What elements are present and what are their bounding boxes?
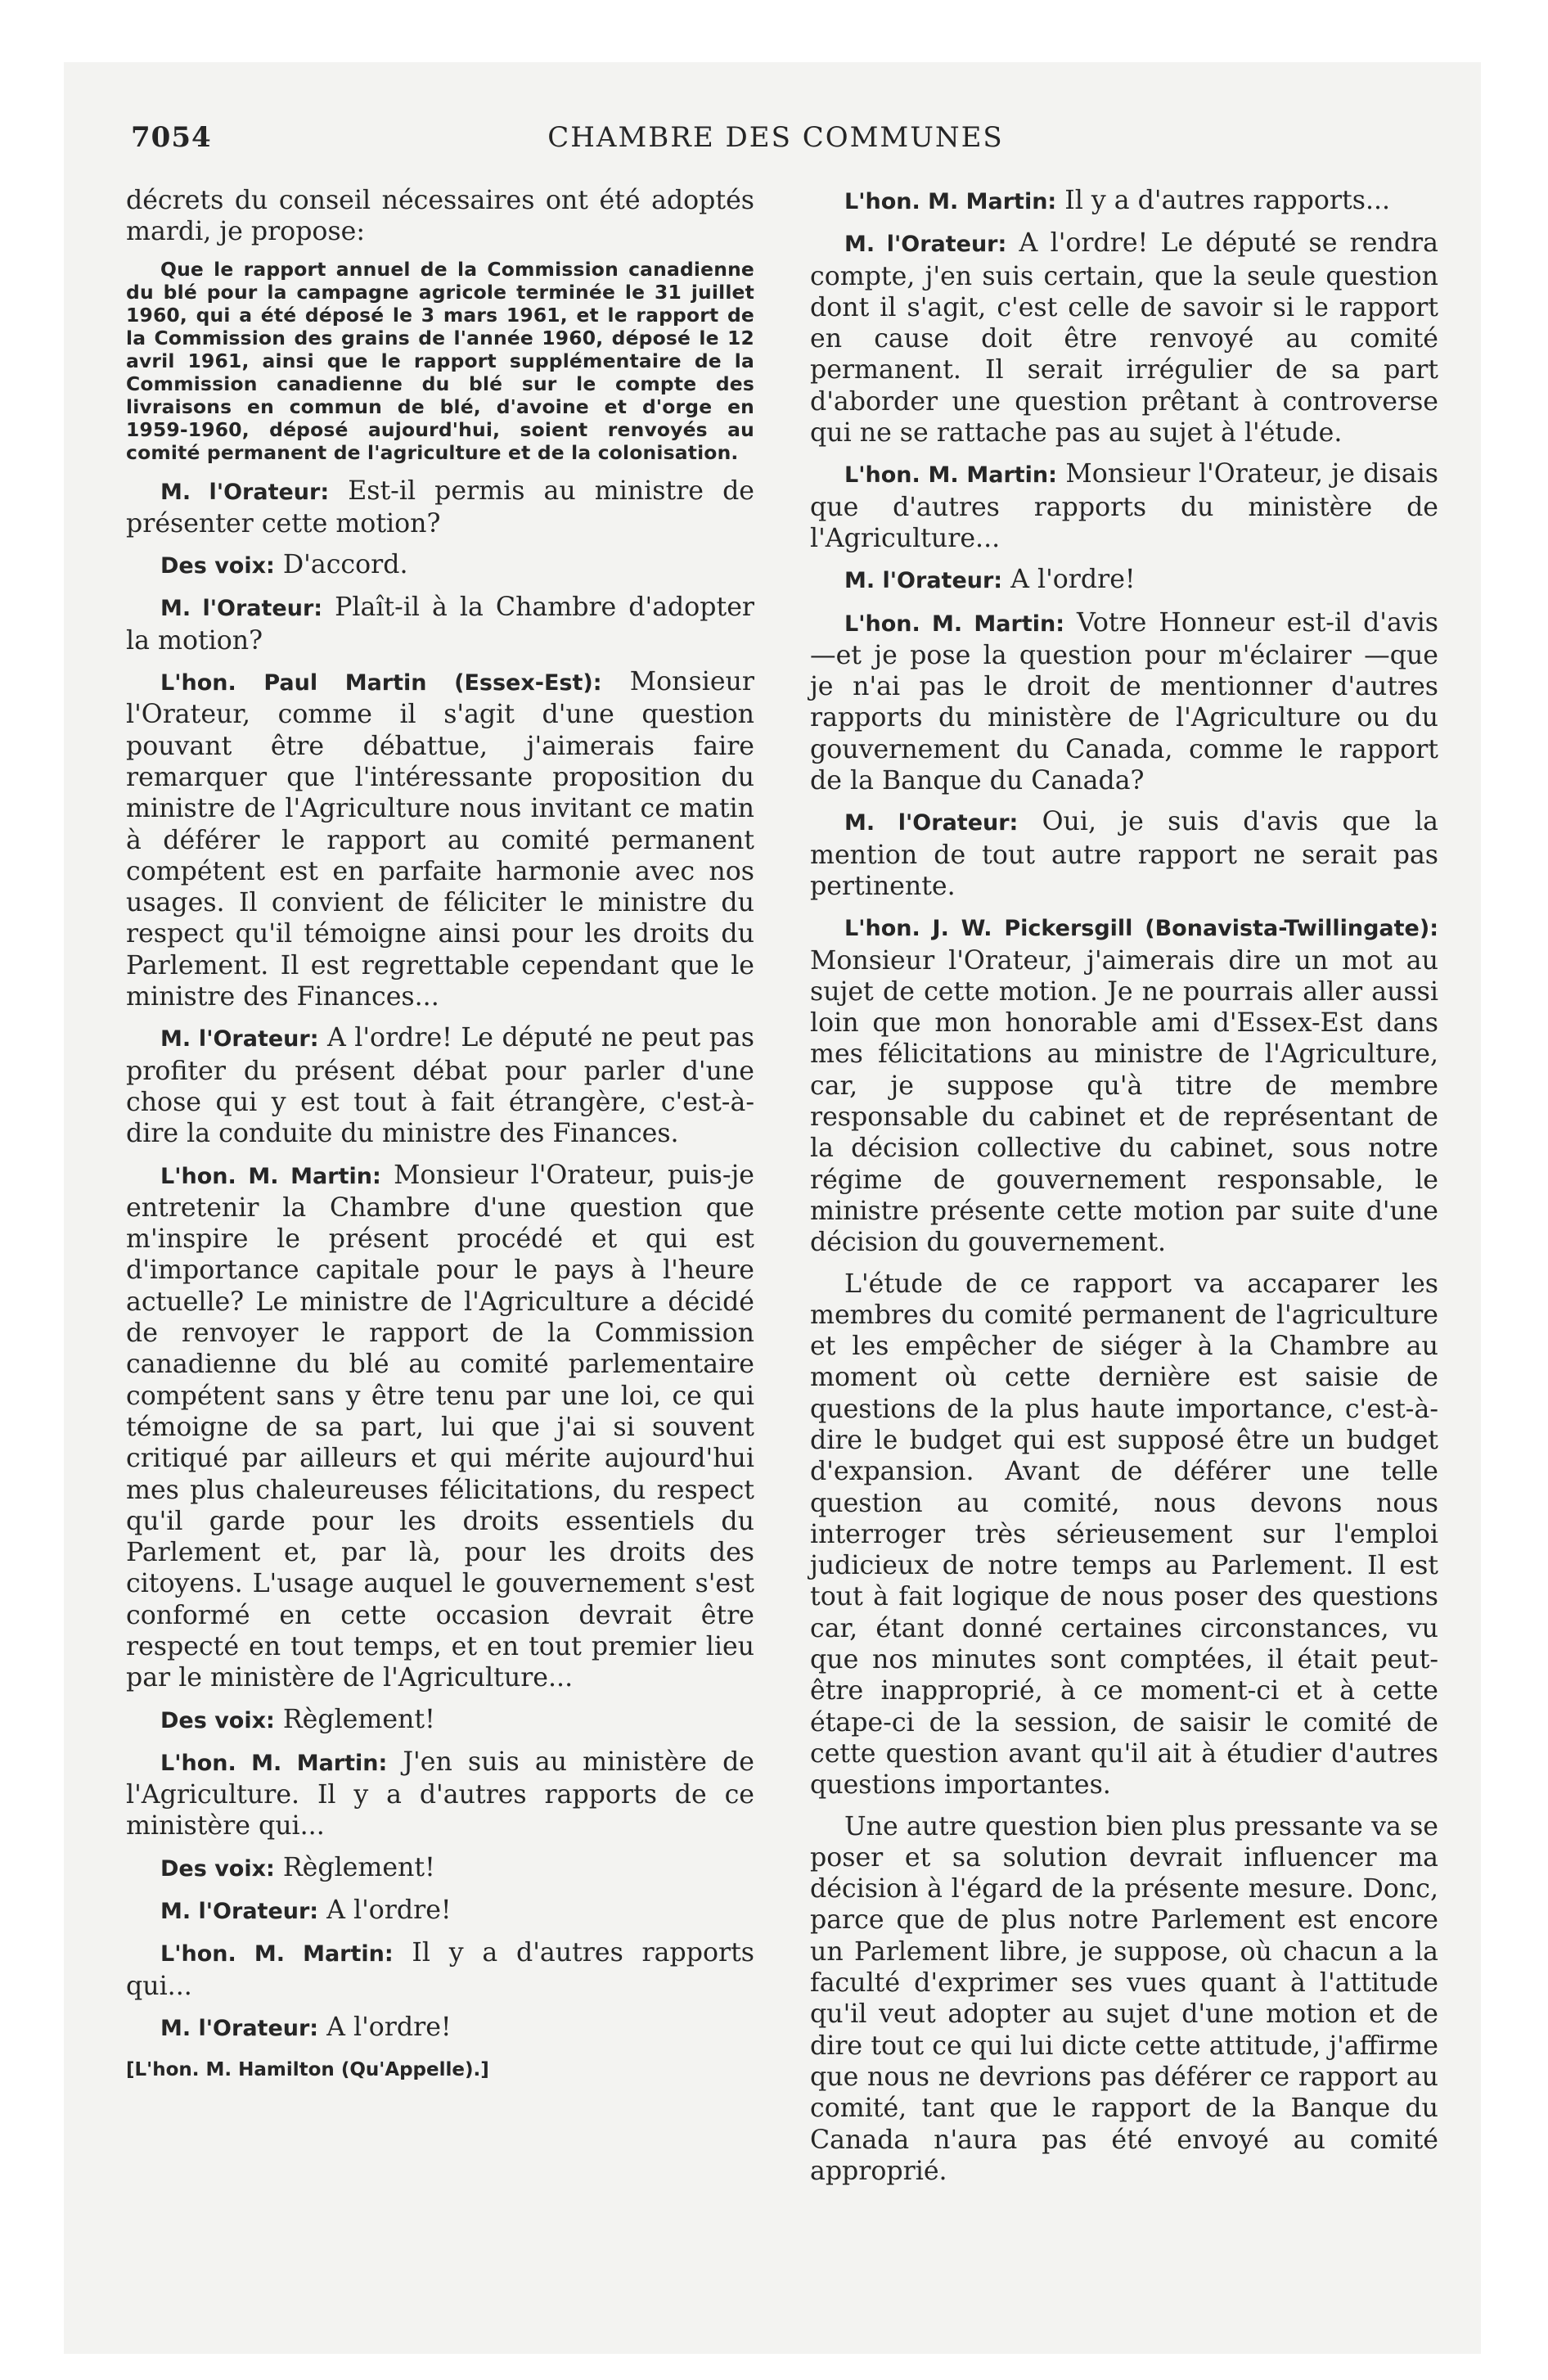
speech xyxy=(126,476,754,540)
paragraph: décrets du conseil nécessaires ont été adoptés mardi, je propose: xyxy=(126,186,754,247)
speech-text: Plaît-il à la Chambre d'adopter la motion? xyxy=(126,593,754,656)
speaker-name: Des voix: xyxy=(160,1855,275,1882)
speaker-name: Des voix: xyxy=(160,553,275,579)
speech xyxy=(126,1937,754,2002)
speaker-name: L'hon. M. Martin: xyxy=(160,1163,381,1189)
paragraph: Une autre question bien plus pressante va se poser et sa solution devrait influencer ma décision à l'égard de la présente mesure. Donc, parce que de plus notre Parlement est encore un Parlement libre, je suppose, où chacun a la faculté d'exprimer ses vues quant à l'attitude qu'il veut adopter au sujet d'une motion et de dire tout ce qui lui dicte cette attitude, j'affirme que nous ne devrions pas déférer ce rapport au comité, tant que le rapport de la Banque du Canada n'aura pas été envoyé au comité approprié. xyxy=(810,1811,1438,2186)
speaker-name: M. l'Orateur: xyxy=(160,1026,319,1053)
speech-text: A l'ordre! xyxy=(1002,565,1136,595)
speaker-name: L'hon. Paul Martin (Essex-Est): xyxy=(160,670,602,696)
page-number: 7054 xyxy=(131,121,212,154)
speech xyxy=(126,666,754,1012)
left-column xyxy=(126,185,754,2096)
speaker-name: M. l'Orateur: xyxy=(160,2015,319,2041)
speech-text: Oui, je suis d'avis que la mention de tout autre rapport ne serait pas pertinente. xyxy=(810,807,1438,901)
speech xyxy=(126,1022,754,1149)
speech-text: A l'ordre! Le député ne peut pas profiter du présent débat pour parler d'une chose qui y est tout à fait étrangère, c'est-à-dire la conduite du ministre des Finances. xyxy=(126,1023,754,1149)
speaker-name: M. l'Orateur: xyxy=(160,1899,319,1925)
speech-text: Il y a d'autres rapports qui... xyxy=(126,1938,754,2001)
speaker-name: L'hon. J. W. Pickersgill (Bonavista-Twillingate): xyxy=(844,916,1438,942)
paragraph: L'étude de ce rapport va accaparer les membres du comité permanent de l'agriculture et les empêcher de siéger à la Chambre au moment où cette dernière est saisie de questions de la plus haute importance, c'est-à-dire le budget qui est supposé être un budget d'expansion. Avant de déférer une telle question au comité, nous devons nous interroger très sérieusement sur l'emploi judicieux de notre temps au Parlement. Il est tout à fait logique de nous poser des questions car, étant donné certaines circonstances, vu que nos minutes sont comptées, il était peut-être inapproprié, à ce moment-ci et à cette étape-ci de la session, de saisir le comité de cette question avant qu'il ait à étudier d'autres questions importantes. xyxy=(810,1269,1438,1801)
speech-text: A l'ordre! Le député se rendra compte, j'en suis certain, que la seule question dont il s'agit, c'est celle de savoir si le rapport en cause doit être renvoyé au comité permanent. Il serait irrégulier de sa part d'aborder une question prêtant à controverse qui ne se rattache pas au sujet à l'étude. xyxy=(810,228,1438,449)
speech xyxy=(126,2012,754,2044)
speaker-name: M. l'Orateur: xyxy=(844,232,1007,258)
speech xyxy=(126,1895,754,1927)
speech xyxy=(810,806,1438,902)
page-header xyxy=(131,121,1420,162)
speaker-name: Des voix: xyxy=(160,1707,275,1733)
stage-direction: [L'hon. M. Hamilton (Qu'Appelle).] xyxy=(126,2059,489,2081)
speech-text: J'en suis au ministère de l'Agriculture. Il y a d'autres rapports de ce ministère qui... xyxy=(126,1747,755,1841)
speech xyxy=(126,592,754,656)
speaker-name: M. l'Orateur: xyxy=(160,596,323,622)
speech-text: D'accord. xyxy=(274,550,408,580)
speech-text: Monsieur l'Orateur, j'aimerais dire un mot au sujet de cette motion. Je ne pourrais aller aussi loin que mon honorable ami d'Essex-Est dans mes félicitations au ministre de l'Agriculture, car, je suppose qu'à titre de membre responsable du cabinet et de représentant de la décision collective du cabinet, sous notre régime de gouvernement responsable, le ministre présente cette motion par suite d'une décision du gouvernement. xyxy=(810,945,1438,1258)
speech xyxy=(810,607,1438,797)
motion-text: Que le rapport annuel de la Commission canadienne du blé pour la campagne agricole terminée le 31 juillet 1960, qui a été déposé le 3 mars 1961, et le rapport de la Commission des grains de l'année 1960, déposé le 12 avril 1961, ainsi que le rapport supplémentaire de la Commission canadienne du blé sur le compte des livraisons en commun de blé, d'avoine et d'orge en 1959-1960, déposé aujourd'hui, soient renvoyés au comité permanent de l'agriculture et de la colonisation. xyxy=(126,257,754,464)
speech-text: A l'ordre! xyxy=(318,2012,452,2042)
speech xyxy=(126,1747,754,1842)
speech-text: Règlement! xyxy=(274,1704,435,1734)
speech xyxy=(126,1160,754,1694)
speech xyxy=(810,228,1438,449)
page-sheet xyxy=(64,62,1481,2354)
speech xyxy=(810,912,1438,1258)
speaker-name: L'hon. M. Martin: xyxy=(160,1750,388,1776)
speaker-name: L'hon. M. Martin: xyxy=(844,462,1057,489)
speech-text: Il y a d'autres rapports... xyxy=(1056,186,1391,215)
speech-text: Monsieur l'Orateur, je disais que d'autres rapports du ministère de l'Agriculture... xyxy=(810,459,1438,553)
speech xyxy=(810,564,1438,597)
speech xyxy=(126,1704,754,1737)
speech xyxy=(126,549,754,582)
speech-text: Règlement! xyxy=(274,1852,435,1882)
speech-text: Monsieur l'Orateur, puis-je entretenir la Chambre d'une question que m'inspire le présent procédé et qui est d'importance capitale pour le pays à l'heure actuelle? Le ministre de l'Agriculture a décidé de renvoyer le rapport de la Commission canadienne du blé au comité parlementaire compétent sans y être tenu par une loi, ce qui témoigne de sa part, lui que j'ai si souvent critiqué par ailleurs et qui mérite aujourd'hui mes plus chaleureuses félicitations, du respect qu'il garde pour les droits essentiels du Parlement et, par là, pour les droits des citoyens. L'usage auquel le gouvernement s'est conformé en cette occasion devrait être respecté en tout temps, et en tout premier lieu par le ministère de l'Agriculture... xyxy=(126,1160,755,1693)
speech-text: A l'ordre! xyxy=(318,1895,452,1926)
speaker-name: M. l'Orateur: xyxy=(844,568,1003,594)
speech xyxy=(810,185,1438,218)
speaker-name: M. l'Orateur: xyxy=(160,479,330,505)
speaker-name: L'hon. M. Martin: xyxy=(844,611,1065,637)
speaker-name: L'hon. M. Martin: xyxy=(844,189,1057,214)
speech-text: Votre Honneur est-il d'avis—et je pose la question pour m'éclairer —que je n'ai pas le droit de mentionner d'autres rapports du ministère de l'Agriculture ou du gouvernement du Canada, comme le rapport de la Banque du Canada? xyxy=(810,607,1438,796)
speech xyxy=(810,458,1438,554)
right-column xyxy=(810,185,1438,2197)
speech-text: Monsieur l'Orateur, comme il s'agit d'une question pouvant être débattue, j'aimerais faire remarquer que l'intéressante proposition du ministre de l'Agriculture nous invitant ce matin à déférer le rapport au comité permanent compétent est en parfaite harmonie avec nos usages. Il convient de féliciter le ministre du respect qu'il témoigne ainsi pour les droits du Parlement. Il est regrettable cependant que le ministre des Finances... xyxy=(126,667,754,1012)
speech-text: Est-il permis au ministre de présenter cette motion? xyxy=(126,476,754,539)
speech xyxy=(126,1852,754,1885)
speaker-name: L'hon. M. Martin: xyxy=(160,1941,394,1968)
speaker-name: M. l'Orateur: xyxy=(844,810,1019,836)
running-title: CHAMBRE DES COMMUNES xyxy=(547,121,1004,154)
